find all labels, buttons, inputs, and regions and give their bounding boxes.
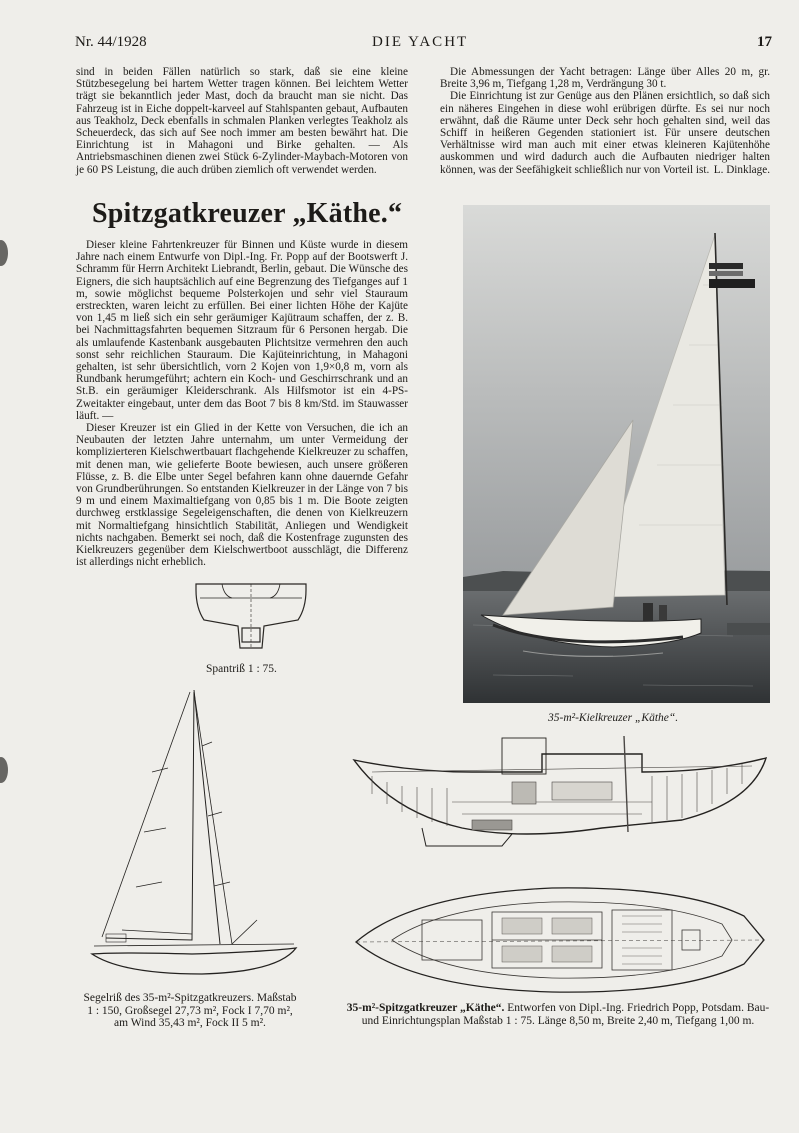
construction-profile-drawing xyxy=(352,732,768,850)
caption-text: Entworfen von Dipl.-Ing. Friedrich Popp, Potsdam. Bau- und Einrichtungsplan Maßstab 1 : 75. Länge 8,50 m, Breite 2,40 m, Tiefgang 1,00 m. xyxy=(361,1002,770,1027)
binder-hole-top xyxy=(0,240,8,266)
accommodation-plan-drawing xyxy=(352,880,768,998)
yacht-photo xyxy=(463,205,770,703)
spantriss-caption: Spantriß 1 : 75. xyxy=(206,663,277,675)
top-left-column xyxy=(76,66,408,176)
paragraph: Die Abmessungen der Yacht betragen: Länge über Alles 20 m, gr. Breite 3,96 m, Tiefgang 1,28 m, Verdrängung 30 t. xyxy=(440,66,770,91)
caption-bold: 35-m²-Spitzgatkreuzer „Käthe“. xyxy=(346,1002,505,1014)
binder-hole-bottom xyxy=(0,757,8,783)
sailing-yacht-image xyxy=(463,205,770,703)
issue-number: Nr. 44/1928 xyxy=(75,34,147,50)
magazine-title: DIE YACHT xyxy=(372,34,469,50)
photo-caption: 35-m²-Kielkreuzer „Käthe“. xyxy=(548,712,679,724)
paragraph: Die Einrichtung ist zur Genüge aus den Plänen ersichtlich, so daß sich ein näheres Eingehen in diese wohl erübrigen dürfte. Es sei nur noch erwähnt, daß die Räume unter Deck sehr hoch gehalten sind, weil das Schiff in heißeren Gegenden stationiert ist. Für unsere deutschen Verhältnisse wird man auch mit einer etwas kleineren Kajütenhöhe auskommen und wird dadurch auch die Aufbauten niedriger halten können, was der Seefähigkeit schließlich nur von Vorteil ist. xyxy=(440,90,770,176)
construction-plan-caption xyxy=(342,1002,774,1027)
author: L. Dinklage. xyxy=(713,163,770,176)
paragraph: sind in beiden Fällen natürlich so stark, daß sie eine kleine Stützbesegelung bei hartem Wetter tragen können. Bei leichtem Wetter trägt sie bekanntlich jeder Mast, doch da braucht man sie nicht. Das Fahrzeug ist in Eiche doppelt-karveel auf Stahlspanten gebaut, Aufbauten aus Teakholz, Deck ebenfalls in schmalen Planken verlegtes Teakholz als Scheuerdeck, das sich auf See noch immer am besten bewährt hat. Die Einrichtung ist in Mahagoni und Birke gehalten. — Als Antriebsmaschinen dienen zwei Stück 6-Zylinder-Maybach-Motoren von je 60 PS Leistung, die auch drüben ziemlich oft verwendet werden. xyxy=(76,66,408,176)
paragraph: Dieser kleine Fahrtenkreuzer für Binnen und Küste wurde in diesem Jahre nach einem Entwurfe von Dipl.-Ing. Fr. Popp auf der Bootswerft J. Schramm für Herrn Architekt Liebrandt, Berlin, gebaut. Die Wünsche des Eigners, die sich hauptsächlich auf eine Begrenzung des Tiefganges auf 1 m, sowie möglichst bequeme Polsterkojen und sehr viel Stauraum erstreckten, waren leicht zu erfüllen. Bei einer lichten Höhe der Kajüte von 1,45 m ließ sich ein sehr geräumiger Kajütraum schaffen, der z. B. bei Nachmittagsfahrten bequemen Sitzraum für 6 Personen hergab. Die als umlaufende Kastenbank ausgebauten Plichtsitze vermehren den auch sonst sehr reichlichen Stauraum. Die Kajüteinrichtung, in Mahagoni gehalten, ist sehr übersichtlich, vorn 2 Kojen von 1,9×0,8 m, vorn als Rundbank herumgeführt; achtern ein Koch- und Geschirrschrank und an St.B. ein geräumiger Kleiderschrank. Als Hilfsmotor ist ein 4-PS-Zweitakter eingebaut, unter dem das Boot 7 bis 8 km/Std. im Stauwasser läuft. — xyxy=(76,239,408,422)
paragraph: Dieser Kreuzer ist ein Glied in der Kette von Versuchen, die ich an Neubauten der letzten Jahre unternahm, um unter Vermeidung der komplizierteren Kielschwertbauart flachgehende Kielkreuzer zu schaffen, mit denen man, wie gelieferte Boote bewiesen, auch unsere größeren Flüsse, z. B. die Elbe unter Segel befahren kann ohne dauernde Gefahr von Grundberührungen. So entstanden Kielkreuzer in der Länge von 7 bis 9 m und einem Maximaltiefgang von 0,85 bis 1 m. Die Boote zeigten durchweg erstklassige Segeleigenschaften, die denen von Kielkreuzern mit Normaltiefgang hinsichtlich Stabilität, Anliegen und Wendigkeit nichts nachgaben. Bemerkt sei noch, daß die Kostenfrage zugunsten des Kielkreuzers gegenüber dem Kielschwertboot ausschlägt, die Differenz ist allerdings nicht erheblich. xyxy=(76,422,408,569)
article-body xyxy=(76,239,408,568)
sail-plan-drawing xyxy=(82,682,304,982)
page-number: 17 xyxy=(757,34,772,50)
spantriss-drawing xyxy=(186,580,316,660)
top-right-column xyxy=(440,66,770,176)
sail-plan-caption: Segelriß des 35-m²-Spitzgatkreuzers. Maßstab 1 : 150, Großsegel 27,73 m², Fock I 7,70 m², am Wind 35,43 m², Fock II 5 m². xyxy=(83,992,297,1029)
article-title: Spitzgatkreuzer „Käthe.“ xyxy=(92,198,403,229)
